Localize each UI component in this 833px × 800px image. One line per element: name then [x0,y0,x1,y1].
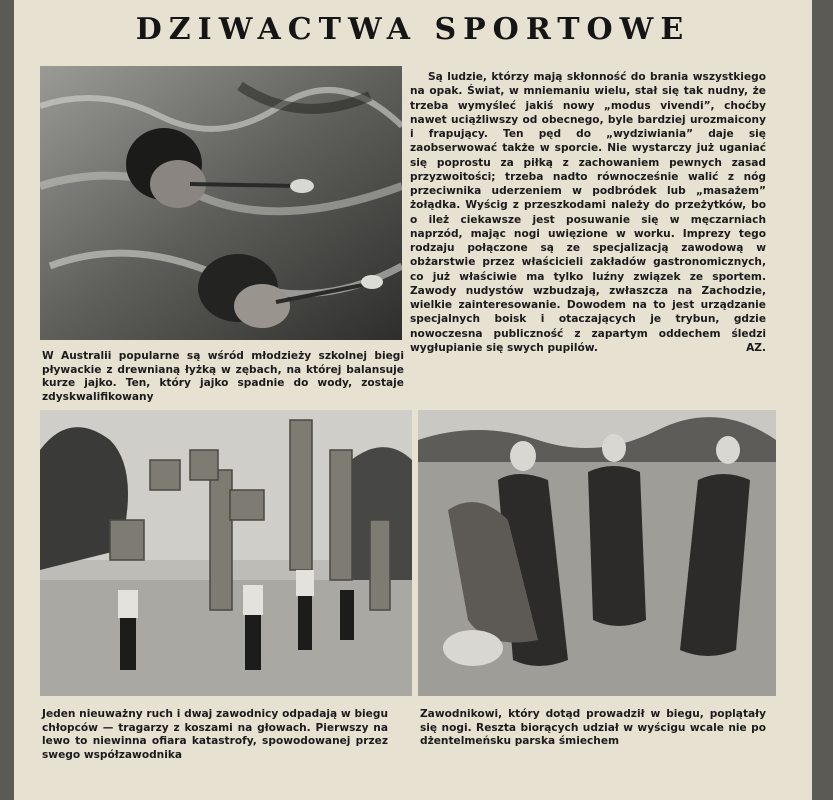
swimming-caption: W Australii popularne są wśród młodzieży szkolnej biegi pływackie z drewnianą łyżką w zębach, na której balansuje kurze jajko. Ten, który jajko spadnie do wody, zostaje zdyskwalifikowany [42,350,404,403]
article-text: Są ludzie, którzy mają skłonność do brania wszystkiego na opak. Świat, w mniemaniu wielu, stał się tak nudny, że trzeba wymyśleć jakiś nowy „modus vivendi”, choćby nawet uciążliwszy od obecnego, byle bardziej urozmaicony i frapujący. Ten pęd do „wydziwiania” daje się zaobserwować także w sporcie. Nie wystarczy już uganiać się poprostu za piłką z zachowaniem pewnych zasad przyzwoitości; trzeba nadto równocześnie walić z nóg przeciwnika uderzeniem w podbródek lub „masażem” żołądka. Wyścig z przeszkodami należy do przeżytków, bo o ileż ciekawsze jest posuwanie się w męczarniach naprzód, mając nogi uwięzione w worku. Imprezy tego rodzaju połączone są ze specjalizacją zawodową w obżarstwie przez właścicieli zakładów gastronomicznych, co już właściwie ma tylko luźny związek ze sportem. Zawody nudystów wzbudzają, zwłaszcza na Zachodzie, wielkie zainteresowanie. Dowodem na to jest urządzanie specjalnych boisk i otaczających je trybun, gdzie nowoczesna publiczność z zapartym oddechem śledzi wygłupianie się swych pupilów. [410,71,766,354]
baskets-caption: Jeden nieuważny ruch i dwaj zawodnicy odpadają w biegu chłopców — tragarzy z koszami na głowach. Pierwszy na lewo to niewinna ofiara katastrofy, spowodowanej przez swego współzawodnika [42,708,388,761]
sack-race-photo [418,410,776,696]
left-margin [0,0,14,800]
basket-carriers-photo [40,410,412,696]
article-body [410,70,766,355]
right-margin [812,0,833,800]
sack-caption: Zawodnikowi, który dotąd prowadził w biegu, poplątały się nogi. Reszta biorących udział w wyścigu wcale nie po dżentelmeńsku parska śmiechem [420,708,766,748]
newspaper-page [14,0,812,800]
bottom-margin [14,770,812,800]
article-signature: AZ. [746,342,766,354]
swimming-race-photo [40,66,402,340]
page-title: DZIWACTWA SPORTOWE [135,12,691,47]
